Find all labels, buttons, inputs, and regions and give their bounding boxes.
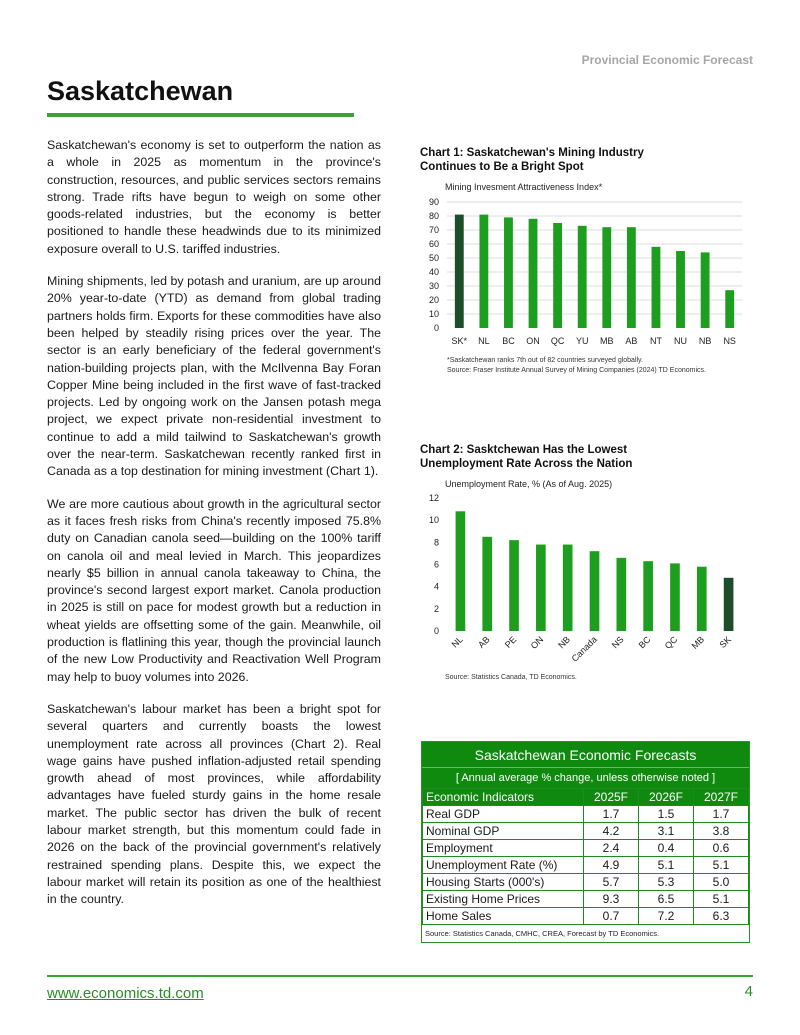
bar-sk — [724, 578, 734, 631]
bar-sk — [455, 215, 464, 328]
bar-pe — [509, 540, 519, 631]
table-row — [423, 806, 749, 823]
y-tick-label: 40 — [428, 267, 439, 277]
x-tick-label: SK* — [451, 336, 468, 346]
x-tick-label: NT — [649, 336, 662, 346]
y-tick-label: 10 — [428, 515, 439, 526]
indicator-name: Real GDP — [423, 806, 584, 823]
x-tick-label: ON — [528, 634, 546, 651]
body-paragraph: Saskatchewan's economy is set to outperform the nation as a whole in 2025 as momentum in the province's construction, resources, and public services sectors remains strong. Trade rifts have begun to weigh on some other goods-related industries, but the economy is better positioned to handle these headwinds due to its minimized exposure overall to U.S. tariffed industries. — [47, 138, 381, 256]
chart-source: Source: Statistics Canada, TD Economics. — [445, 674, 577, 681]
table-cell: 5.1 — [694, 891, 749, 908]
x-tick-label: AB — [625, 336, 638, 346]
chart-unemployment-rate — [420, 443, 755, 683]
table-cell: 5.3 — [639, 874, 694, 891]
x-tick-label: QC — [662, 634, 680, 651]
bar-mb — [697, 567, 707, 631]
y-tick-label: 0 — [433, 626, 439, 636]
table-row — [423, 891, 749, 908]
page-number: 4 — [744, 983, 753, 1000]
indicator-name: Employment — [423, 840, 584, 857]
x-tick-label: YU — [575, 336, 589, 346]
forecast-grid — [422, 788, 749, 925]
column-header: 2025F — [584, 789, 639, 806]
table-cell: 1.7 — [694, 806, 749, 823]
chart-plot — [420, 192, 755, 352]
table-cell: 5.1 — [694, 857, 749, 874]
x-tick-label: MB — [689, 634, 707, 651]
bar-bc — [504, 217, 513, 328]
y-tick-label: 4 — [433, 581, 439, 592]
bar-ns — [725, 290, 734, 328]
y-tick-label: 60 — [428, 239, 439, 249]
table-source: Source: Statistics Canada, CMHC, CREA, Forecast by TD Economics. — [425, 929, 660, 938]
bar-yu — [578, 226, 587, 328]
table-cell: 3.8 — [694, 823, 749, 840]
y-tick-label: 6 — [433, 559, 439, 570]
table-cell: 7.2 — [639, 908, 694, 925]
table-cell: 1.7 — [584, 806, 639, 823]
x-tick-label: SK — [717, 634, 734, 650]
column-header: Economic Indicators — [423, 789, 584, 806]
y-tick-label: 0 — [433, 323, 439, 333]
bar-mb — [602, 227, 611, 328]
footer-divider — [47, 975, 753, 977]
table-header-row — [423, 789, 749, 806]
y-tick-label: 90 — [428, 197, 439, 207]
bar-nb — [701, 252, 710, 328]
x-tick-label: NL — [478, 336, 490, 346]
chart-source: Source: Fraser Institute Annual Survey of Mining Companies (2024) TD Economics. — [447, 367, 706, 374]
table-cell: 0.7 — [584, 908, 639, 925]
table-cell: 9.3 — [584, 891, 639, 908]
x-tick-label: NB — [698, 336, 712, 346]
table-cell: 3.1 — [639, 823, 694, 840]
x-tick-label: PE — [502, 634, 519, 650]
table-row — [423, 857, 749, 874]
chart-title-line: Continues to Be a Bright Spot — [420, 161, 584, 173]
column-header: 2026F — [639, 789, 694, 806]
x-tick-label: BC — [636, 634, 653, 651]
indicator-name: Housing Starts (000's) — [423, 874, 584, 891]
chart-title-line: Chart 2: Sasktchewan Has the Lowest — [420, 444, 628, 456]
y-tick-label: 10 — [428, 309, 439, 319]
body-paragraph: Saskatchewan's labour market has been a bright spot for several quarters and currently boasts the lowest unemployment rate across all provinces (Chart 2). Real wage gains have pushed inflation-adjusted retail spending growth ahead of most provinces, while affordability advantages have fueled sturdy gains in the home resale market. The public sector has driven the bulk of recent labour market strength, but this momentum could fade in 2026 on the back of the provincial government's relatively restrained spending plans. Despite this, we expect the labour market will retain its position as one of the healthiest in the country. — [47, 701, 381, 907]
x-tick-label: NL — [449, 634, 465, 650]
bar-nt — [652, 247, 661, 328]
bar-ab — [482, 537, 492, 631]
table-title: Saskatchewan Economic Forecasts — [422, 742, 749, 767]
x-tick-label: MB — [600, 336, 614, 346]
body-paragraph: Mining shipments, led by potash and uranium, are up around 20% year-to-date (YTD) as demand from global trading partners holds firm. Exports for these commodities have also been helped by steadily rising prices over the year. The sector is an early beneficiary of the federal government's nation-building projects plan, with the McIlvenna Bay Foran Copper Mine being included in the first wave of fast-tracked projects. Led by ongoing work on the Jansen potash mega project, we expect private non-residential investment to continue to add a mild tailwind to Saskatchewan's growth over the near-term. Saskatchewan recently ranked first in Canada as a top destination for mining investment (Chart 1). — [47, 274, 381, 479]
indicator-name: Home Sales — [423, 908, 584, 925]
x-tick-label: NU — [674, 336, 688, 346]
table-cell: 4.2 — [584, 823, 639, 840]
bar-ab — [627, 227, 636, 328]
bar-canada — [590, 551, 600, 631]
x-tick-label: QC — [550, 336, 565, 346]
x-tick-label: NB — [556, 634, 573, 651]
bar-nu — [676, 251, 685, 328]
forecast-table — [421, 741, 750, 943]
table-cell: 5.7 — [584, 874, 639, 891]
table-row — [423, 840, 749, 857]
table-cell: 2.4 — [584, 840, 639, 857]
table-row — [423, 874, 749, 891]
bar-on — [529, 219, 538, 328]
chart-mining-investment — [420, 146, 755, 376]
x-tick-label: AB — [476, 634, 492, 650]
table-cell: 5.0 — [694, 874, 749, 891]
y-tick-label: 8 — [433, 537, 439, 548]
table-cell: 6.5 — [639, 891, 694, 908]
body-text-column — [47, 137, 381, 923]
bar-ns — [616, 558, 626, 631]
table-row — [423, 823, 749, 840]
y-tick-label: 12 — [428, 493, 439, 503]
indicator-name: Existing Home Prices — [423, 891, 584, 908]
x-tick-label: ON — [526, 336, 540, 346]
body-paragraph: We are more cautious about growth in the agricultural sector as it faces fresh risks from China's recently imposed 75.8% duty on Canadian canola seed—building on the 100% tariff on canola oil and meal levied in March. This jeopardizes nearly $5 billion in annual canola takeaway to China, the province's second largest export market. Canola production in 2025 is still on pace for modest growth but a reduction in wheat yields are offsetting some of the gain. Meanwhile, oil production is flatlining this year, though the provincial launch of the new Low Productivity and Reactivation Well Program may help to buoy volumes into 2026. — [47, 496, 381, 684]
chart-title — [420, 146, 755, 174]
column-header: 2027F — [694, 789, 749, 806]
y-tick-label: 50 — [428, 253, 439, 263]
title-underline — [47, 113, 354, 117]
indicator-name: Nominal GDP — [423, 823, 584, 840]
x-tick-label: NS — [723, 336, 736, 346]
x-tick-label: Canada — [569, 634, 599, 664]
chart-subtitle: Mining Invesment Attractiveness Index* — [445, 182, 603, 192]
table-cell: 4.9 — [584, 857, 639, 874]
y-tick-label: 2 — [433, 603, 439, 614]
chart-title-line: Chart 1: Saskatchewan's Mining Industry — [420, 147, 644, 159]
chart-plot — [420, 489, 755, 673]
bar-qc — [670, 563, 680, 631]
table-cell: 0.6 — [694, 840, 749, 857]
chart-title-line: Unemployment Rate Across the Nation — [420, 458, 633, 470]
bar-nl — [456, 511, 466, 631]
document-header-label: Provincial Economic Forecast — [581, 53, 753, 67]
x-tick-label: BC — [502, 336, 515, 346]
table-cell: 5.1 — [639, 857, 694, 874]
table-cell: 6.3 — [694, 908, 749, 925]
chart-subtitle: Unemployment Rate, % (As of Aug. 2025) — [445, 479, 613, 489]
y-tick-label: 70 — [428, 225, 439, 235]
x-tick-label: NS — [609, 634, 626, 651]
chart-title — [420, 443, 755, 471]
footer-website-link[interactable]: www.economics.td.com — [47, 985, 204, 1002]
indicator-name: Unemployment Rate (%) — [423, 857, 584, 874]
bar-nb — [563, 545, 573, 631]
bar-on — [536, 545, 546, 631]
bar-nl — [479, 215, 488, 328]
table-row — [423, 908, 749, 925]
table-cell: 1.5 — [639, 806, 694, 823]
table-subtitle: [ Annual average % change, unless otherwise noted ] — [422, 767, 749, 788]
y-tick-label: 80 — [428, 211, 439, 221]
y-tick-label: 20 — [428, 295, 439, 305]
table-cell: 0.4 — [639, 840, 694, 857]
page-title: Saskatchewan — [47, 76, 234, 106]
bar-bc — [643, 561, 653, 631]
bar-qc — [553, 223, 562, 328]
chart-footnote: *Saskatchewan ranks 7th out of 82 countries surveyed globally. — [447, 357, 643, 364]
y-tick-label: 30 — [428, 281, 439, 291]
